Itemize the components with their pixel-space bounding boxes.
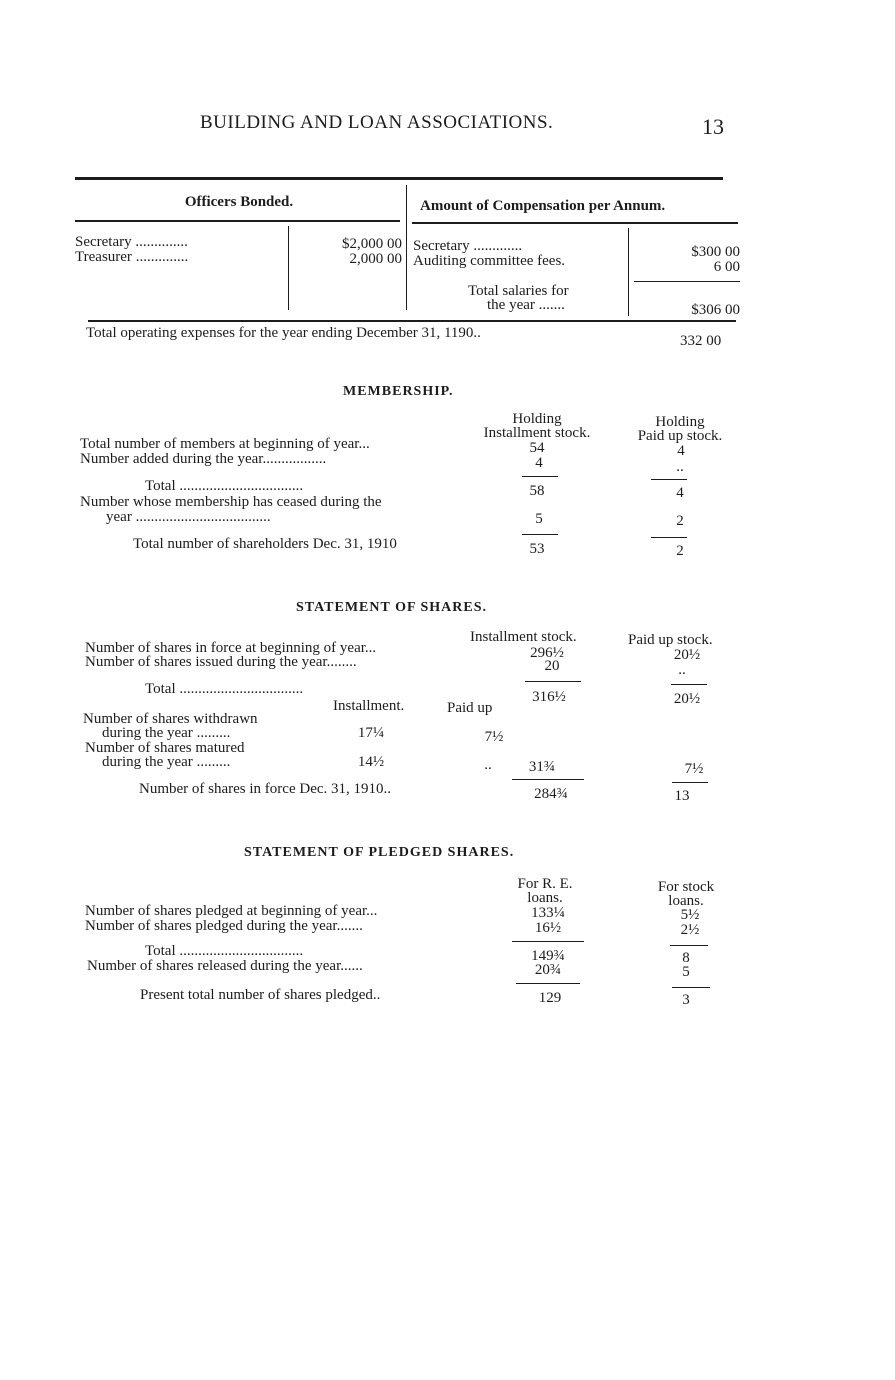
withdrawn-label-line1: Number of shares withdrawn [83,711,258,727]
pledged-col1-header: For R. E. loans. [517,876,573,906]
shares-c2: 13 [674,788,690,804]
shares-c2: 20½ [673,691,701,707]
pledged-label: Total ................................. [145,943,304,959]
officers-header-rule [75,220,400,222]
officer-amount: $2,000 00 [342,236,402,252]
total-salaries-label-line2: the year ....... [487,297,565,313]
pledged-c1: 129 [538,990,562,1006]
officer-row-secretary: Secretary .............. [75,234,188,250]
pledged-c2: 2½ [680,922,700,938]
shares-title: STATEMENT OF SHARES. [296,600,488,615]
membership-col2-header: Holding Paid up stock. [637,414,723,444]
officer-amount: 2,000 00 [349,251,402,267]
officer-row-treasurer: Treasurer .............. [75,249,189,265]
running-head: BUILDING AND LOAN ASSOCIATIONS. [200,112,554,133]
pledged-final-rule [516,983,580,984]
matured-c2: 7½ [684,761,704,777]
shares-sub-col2-header: Paid up [447,700,493,716]
total-salaries-amount: $306 00 [691,302,740,318]
shares-c2: .. [678,662,686,678]
officers-amount-divider [288,226,289,310]
shares-c2: 20½ [673,647,701,663]
pledged-c1: 20¾ [534,962,562,978]
matured-label-line1: Number of shares matured [85,740,245,756]
membership-label: Number whose membership has ceased during the [80,494,382,510]
membership-label: year .................................... [106,509,271,525]
membership-label: Total number of members at beginning of year... [80,436,370,452]
withdrawn-paid-up: 7½ [484,729,504,745]
shares-final-rule [512,779,584,780]
pledged-c2: 5 [682,964,690,980]
membership-col1-header: Holding Installment stock. [483,411,591,441]
pledged-label: Present total number of shares pledged.. [140,987,381,1003]
pledged-c2: 5½ [680,907,700,923]
shares-label: Number of shares issued during the year........ [85,654,357,670]
matured-paid-up: .. [484,757,492,773]
shares-sum-rule [525,681,581,682]
membership-c1: 5 [535,511,543,527]
compensation-row-auditing: Auditing committee fees. [413,253,566,269]
shares-label: Number of shares in force at beginning of year... [85,640,377,656]
table-bottom-rule [88,320,736,322]
membership-c2: 4 [676,485,684,501]
pledged-label: Number of shares pledged during the year....... [85,918,363,934]
pledged-sum-rule [512,941,584,942]
shares-label: Number of shares in force Dec. 31, 1910.. [139,781,392,797]
shares-col1-header: Installment stock. [470,629,577,645]
membership-sum-rule [522,476,558,477]
membership-label: Total number of shareholders Dec. 31, 1910 [133,536,397,552]
withdrawn-installment: 17¼ [357,725,385,741]
total-salaries-label-line1: Total salaries for [468,283,569,299]
pledged-sum-rule [670,945,708,946]
membership-c1: 54 [529,440,545,456]
membership-sum-rule [651,479,687,480]
matured-label-line2: during the year ......... [102,754,231,770]
membership-sum-rule [651,537,687,538]
operating-expenses-amount: 332 00 [680,333,722,349]
compensation-amount: $300 00 [691,244,740,260]
compensation-amount-divider [628,228,629,316]
table-center-divider [406,185,407,310]
shares-sub-col1-header: Installment. [333,698,405,714]
pledged-c1: 133¼ [531,905,565,921]
shares-col2-header: Paid up stock. [628,632,713,648]
officers-bonded-header: Officers Bonded. [184,194,294,210]
operating-expenses-label: Total operating expenses for the year ending December 31, 1190.. [86,325,481,341]
compensation-label: Secretary [413,238,470,254]
membership-c2: 2 [676,513,684,529]
membership-c2: 4 [677,443,685,459]
matured-installment: 14½ [357,754,385,770]
shares-c1: 296½ [530,645,564,661]
pledged-final-rule [672,987,710,988]
membership-c2: 2 [676,543,684,559]
shares-sum-rule [671,684,707,685]
pledged-label: Number of shares pledged at beginning of year... [85,903,378,919]
pledged-c2: 8 [682,950,690,966]
compensation-row-secretary: Secretary ............. [413,238,523,254]
page-number: 13 [702,114,724,139]
membership-c1: 53 [529,541,545,557]
membership-c1: 4 [535,455,543,471]
membership-sum-rule [522,534,558,535]
withdrawn-label-line2: during the year ......... [102,725,231,741]
pledged-c1: 149¾ [531,948,565,964]
membership-label: Total ................................. [145,478,304,494]
shares-label: Total ................................. [145,681,304,697]
matured-c1: 31¾ [528,759,556,775]
shares-c1: 284¾ [534,786,568,802]
pledged-col2-header: For stock loans. [657,879,715,909]
shares-c1: 316½ [532,689,566,705]
compensation-header-rule [412,222,738,224]
membership-label: Number added during the year................. [80,451,327,467]
pledged-label: Number of shares released during the year...... [87,958,363,974]
officer-label: Treasurer [75,249,132,265]
membership-c1: 58 [529,483,545,499]
compensation-amount: 6 00 [713,259,740,275]
membership-title: MEMBERSHIP. [343,384,454,399]
table-top-rule [75,177,723,180]
officer-label: Secretary [75,234,132,250]
shares-c1: 20 [544,658,560,674]
membership-c2: .. [676,459,684,475]
pledged-title: STATEMENT OF PLEDGED SHARES. [244,845,515,860]
pledged-c1: 16½ [534,920,562,936]
salary-total-rule [634,281,740,282]
compensation-header: Amount of Compensation per Annum. [420,198,666,214]
shares-final-rule [672,782,708,783]
pledged-c2: 3 [682,992,690,1008]
